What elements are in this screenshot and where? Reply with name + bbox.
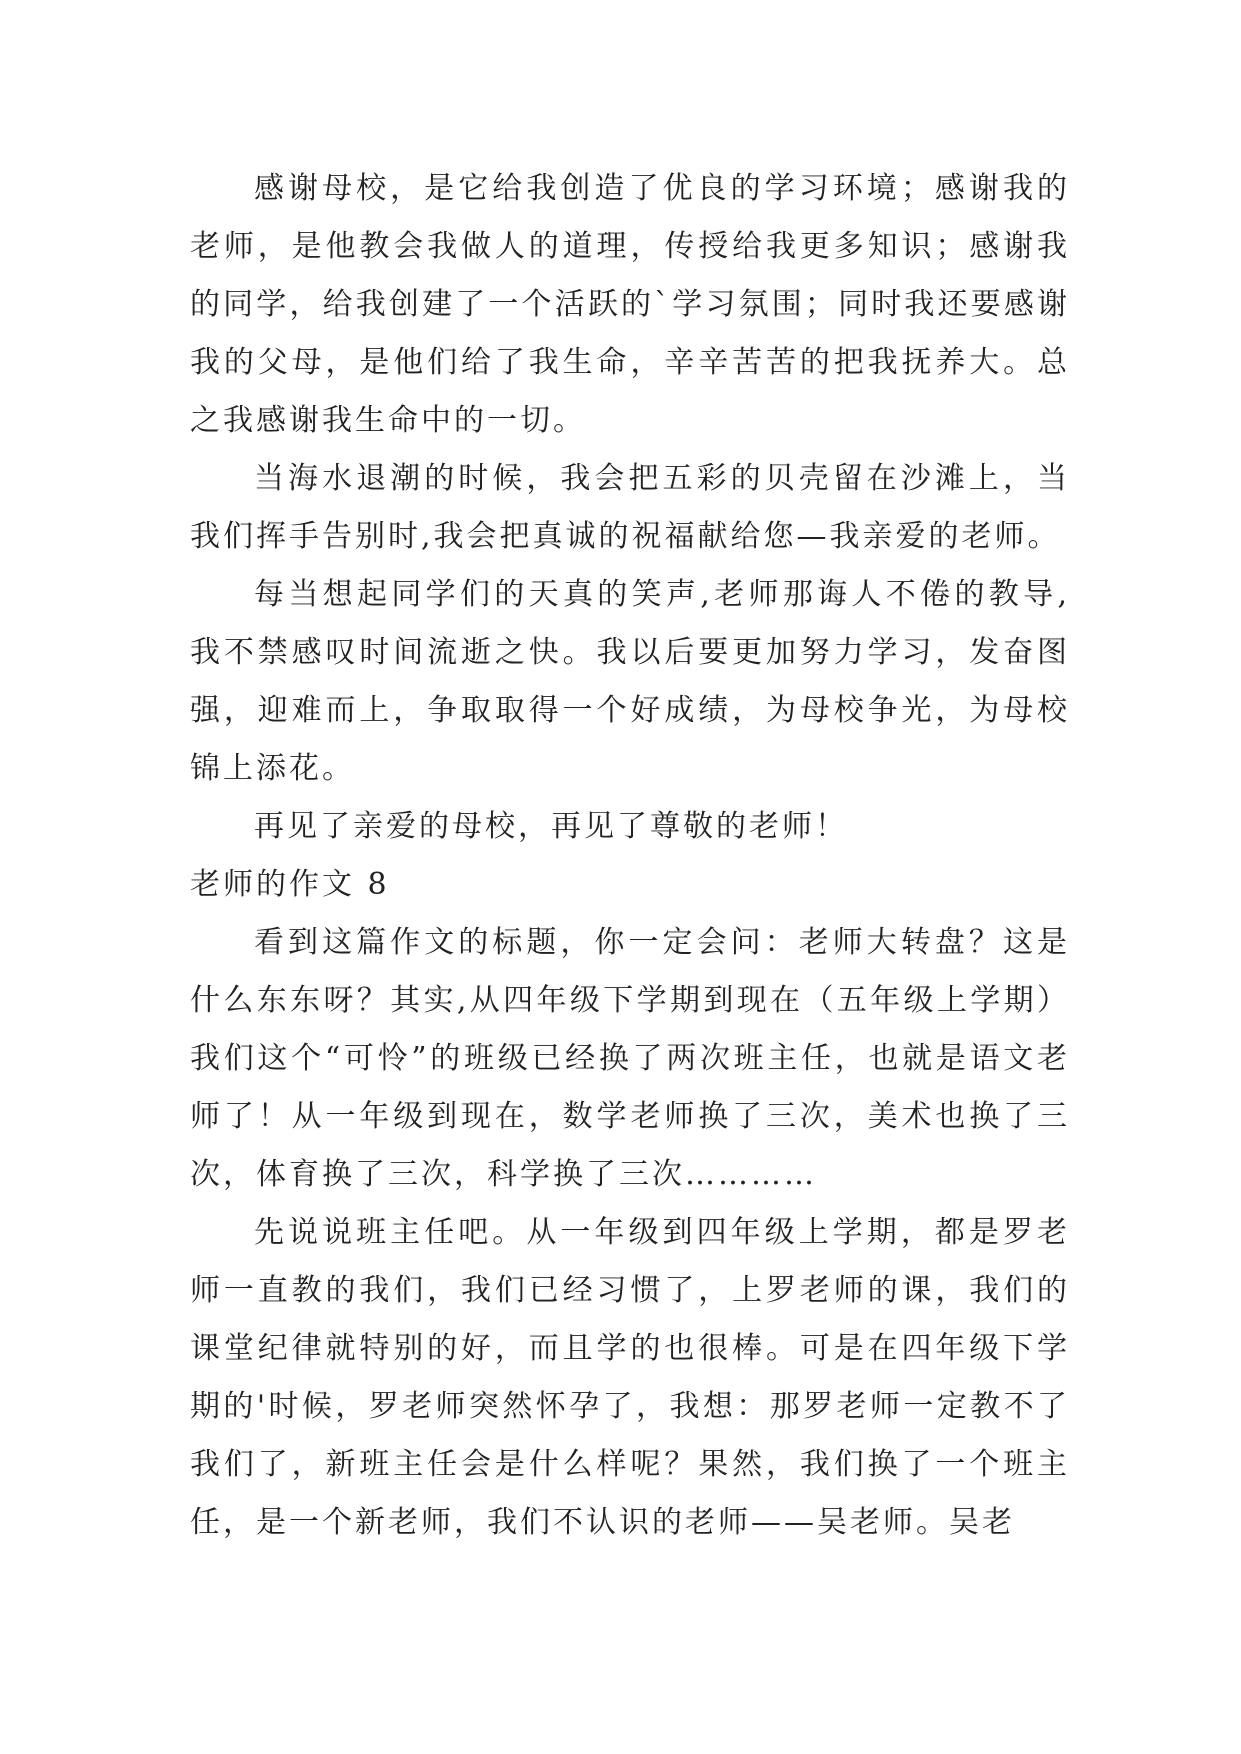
paragraph-intro: 看到这篇作文的标题，你一定会问：老师大转盘？这是什么东东呀？其实,从四年级下学期到现在（五年级上学期）我们这个“可怜”的班级已经换了两次班主任，也就是语文老师了！从一年级到现在，数学老师换了三次，美术也换了三次，体育换了三次，科学换了三次………… xyxy=(190,925,1070,1192)
paragraph-head-teacher: 先说说班主任吧。从一年级到四年级上学期，都是罗老师一直教的我们，我们已经习惯了，上罗老师的课，我们的课堂纪律就特别的好，而且学的也很棒。可是在四年级下学期的'时候，罗老师突然怀孕了，我想：那罗老师一定教不了我们了，新班主任会是什么样呢？果然，我们换了一个班主任，是一个新老师，我们不认识的老师——吴老师。吴老 xyxy=(190,1215,1070,1540)
section-title: 老师的作文 8 xyxy=(190,867,390,902)
document-body xyxy=(190,160,1070,1552)
paragraph-farewell-tide: 当海水退潮的时候，我会把五彩的贝壳留在沙滩上，当我们挥手告别时,我会把真诚的祝福献给您—我亲爱的老师。 xyxy=(190,461,1070,554)
paragraph-goodbye: 再见了亲爱的母校，再见了尊敬的老师！ xyxy=(254,809,848,844)
paragraph-memories: 每当想起同学们的天真的笑声,老师那诲人不倦的教导,我不禁感叹时间流逝之快。我以后要更加努力学习，发奋图强，迎难而上，争取取得一个好成绩，为母校争光，为母校锦上添花。 xyxy=(190,577,1070,786)
paragraph-gratitude: 感谢母校，是它给我创造了优良的学习环境；感谢我的老师，是他教会我做人的道理，传授给我更多知识；感谢我的同学，给我创建了一个活跃的`学习氛围；同时我还要感谢我的父母，是他们给了我生命，辛辛苦苦的把我抚养大。总之我感谢我生命中的一切。 xyxy=(190,171,1070,438)
